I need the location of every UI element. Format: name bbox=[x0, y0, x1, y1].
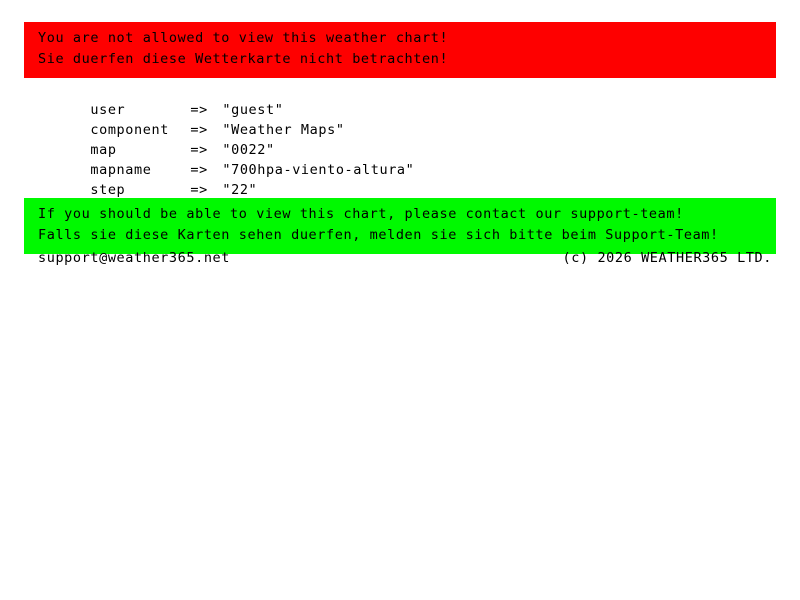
parameter-value: "Weather Maps" bbox=[222, 122, 345, 138]
parameter-value: "0022" bbox=[222, 142, 275, 158]
parameter-key: map bbox=[90, 142, 117, 158]
access-denied-message-en: You are not allowed to view this weather chart! bbox=[38, 30, 449, 46]
support-message-en: If you should be able to view this chart, please contact our support-team! bbox=[38, 206, 684, 222]
request-parameters bbox=[38, 80, 738, 198]
parameter-value: "22" bbox=[222, 182, 258, 198]
parameter-arrow: => bbox=[190, 182, 208, 198]
copyright-notice: (c) 2026 WEATHER365 LTD. bbox=[562, 250, 772, 266]
access-denied-banner bbox=[24, 22, 776, 78]
parameter-key: user bbox=[90, 102, 126, 118]
parameter-arrow: => bbox=[190, 142, 208, 158]
parameter-key: mapname bbox=[90, 162, 152, 178]
parameter-arrow: => bbox=[190, 122, 208, 138]
parameter-arrow: => bbox=[190, 102, 208, 118]
parameter-key: step bbox=[90, 182, 126, 198]
parameter-arrow: => bbox=[190, 162, 208, 178]
page-footer bbox=[38, 250, 772, 268]
parameter-value: "guest" bbox=[222, 102, 284, 118]
access-denied-message-de: Sie duerfen diese Wetterkarte nicht betrachten! bbox=[38, 51, 449, 67]
support-message-de: Falls sie diese Karten sehen duerfen, melden sie sich bitte beim Support-Team! bbox=[38, 227, 719, 243]
parameter-value: "700hpa-viento-altura" bbox=[222, 162, 415, 178]
parameter-row bbox=[38, 80, 738, 118]
support-email-link[interactable]: support@weather365.net bbox=[38, 250, 231, 266]
parameter-key: component bbox=[90, 122, 169, 138]
support-banner bbox=[24, 198, 776, 254]
